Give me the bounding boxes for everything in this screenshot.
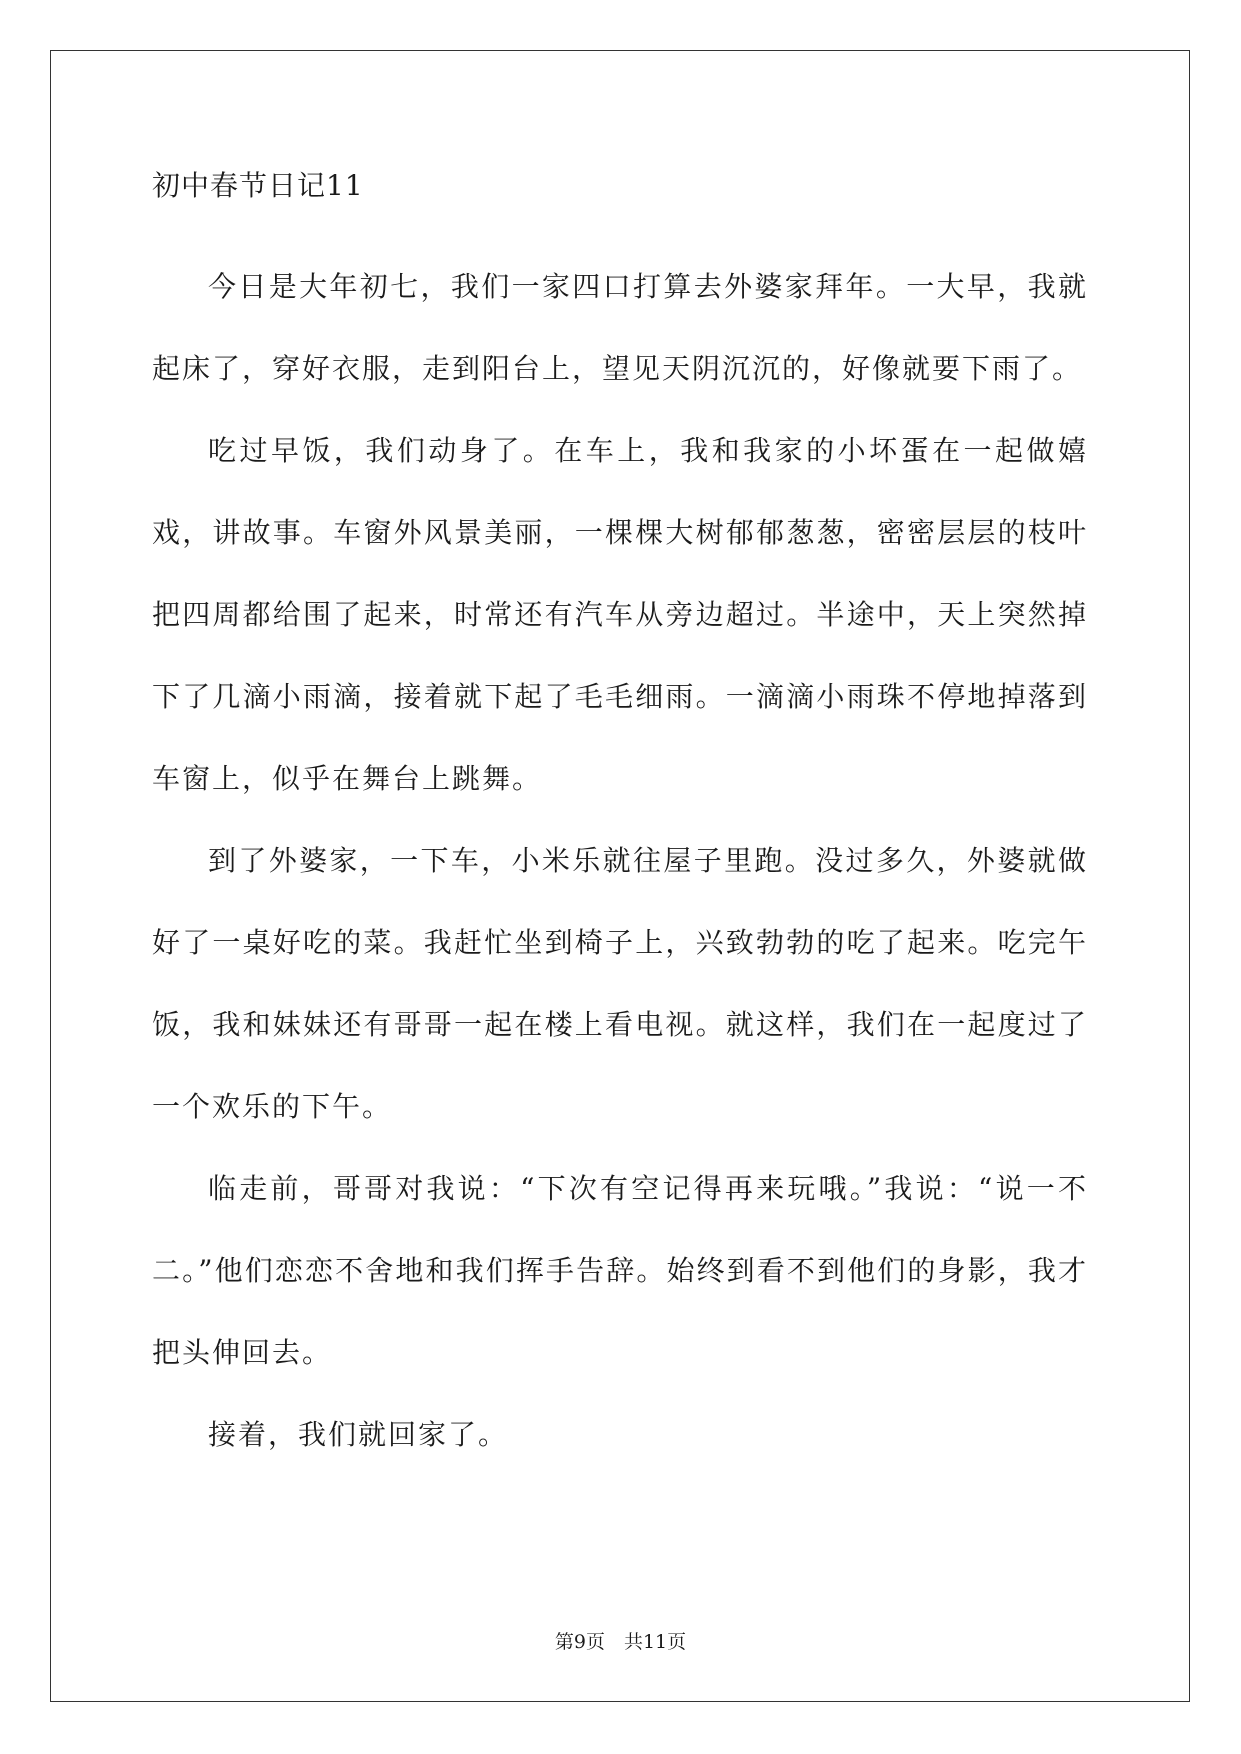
document-body — [152, 166, 1088, 1476]
paragraph-2: 吃过早饭，我们动身了。在车上，我和我家的小坏蛋在一起做嬉戏，讲故事。车窗外风景美丽，一棵棵大树郁郁葱葱，密密层层的枝叶把四周都给围了起来，时常还有汽车从旁边超过。半途中，天上突然掉下了几滴小雨滴，接着就下起了毛毛细雨。一滴滴小雨珠不停地掉落到车窗上，似乎在舞台上跳舞。 — [152, 434, 1088, 795]
page-number-footer: 第9页 共11页 — [554, 1631, 687, 1653]
paragraph-1: 今日是大年初七，我们一家四口打算去外婆家拜年。一大早，我就起床了，穿好衣服，走到阳台上，望见天阴沉沉的，好像就要下雨了。 — [152, 270, 1088, 385]
paragraph-3: 到了外婆家，一下车，小米乐就往屋子里跑。没过多久，外婆就做好了一桌好吃的菜。我赶忙坐到椅子上，兴致勃勃的吃了起来。吃完午饭，我和妹妹还有哥哥一起在楼上看电视。就这样，我们在一起度过了一个欢乐的下午。 — [152, 844, 1088, 1123]
document-title: 初中春节日记11 — [152, 169, 364, 202]
paragraph-4: 临走前，哥哥对我说：“下次有空记得再来玩哦。”我说：“说一不二。”他们恋恋不舍地和我们挥手告辞。始终到看不到他们的身影，我才把头伸回去。 — [152, 1172, 1088, 1369]
paragraph-5: 接着，我们就回家了。 — [208, 1418, 509, 1451]
